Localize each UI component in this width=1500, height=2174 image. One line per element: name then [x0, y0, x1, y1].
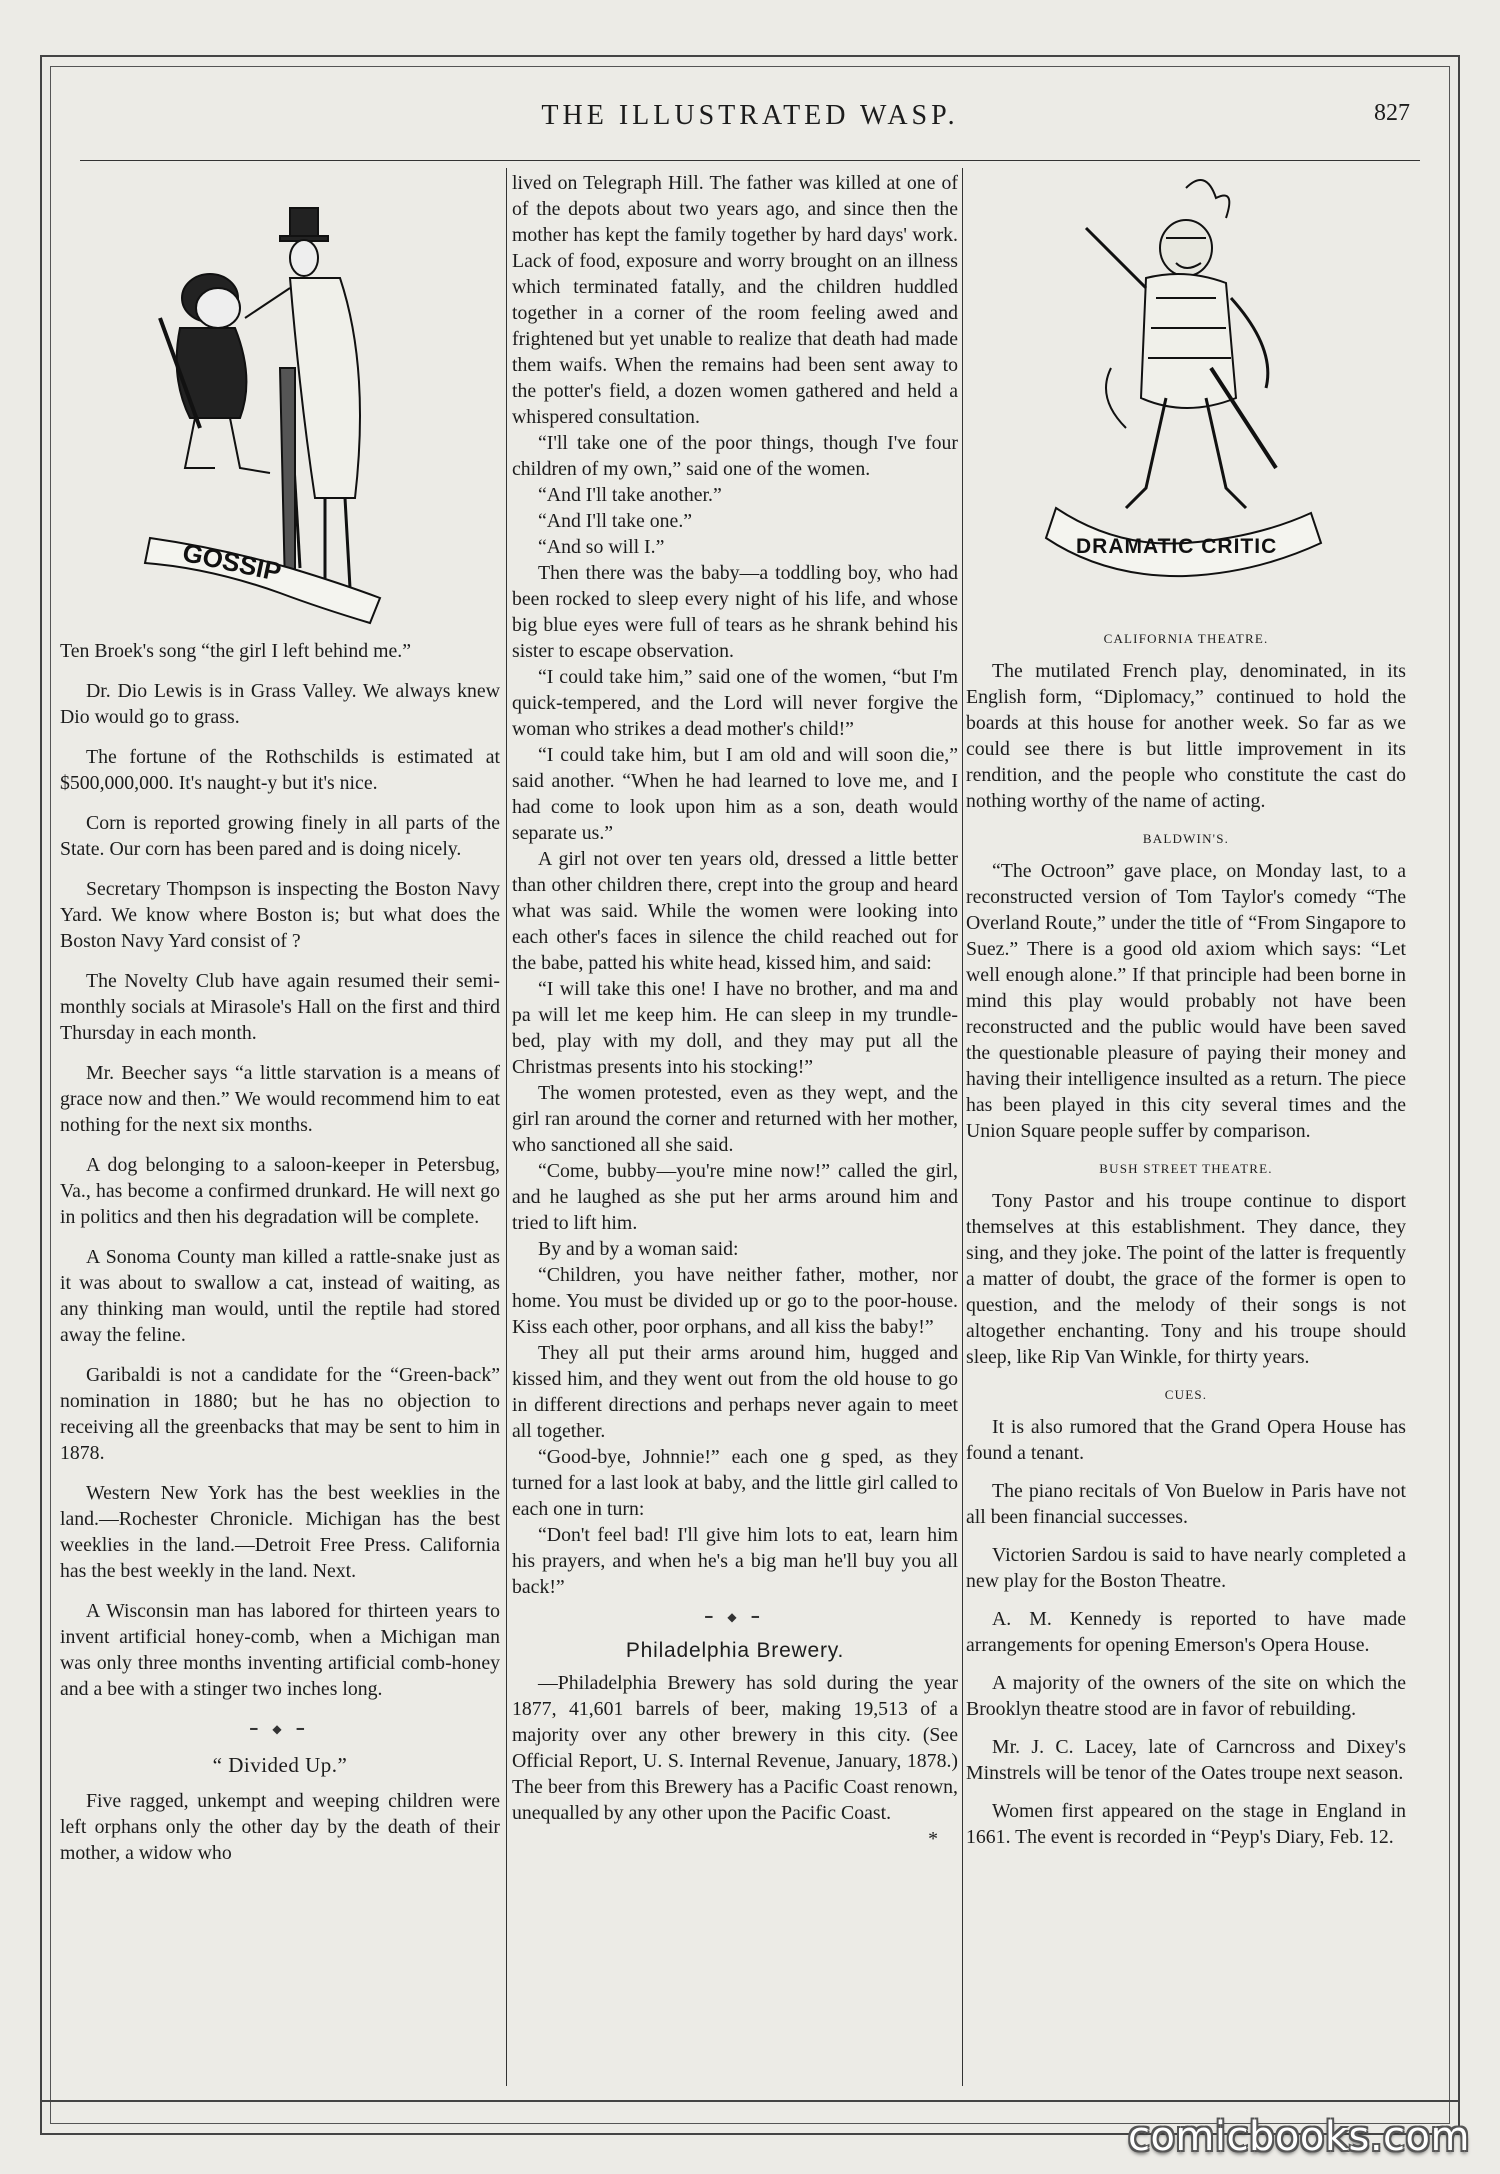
col1-paragraph: Dr. Dio Lewis is in Grass Valley. We always knew Dio would go to grass.: [60, 680, 500, 728]
col2-paragraph: They all put their arms around him, hugged and kissed him, and they went out from the old house to go in different directions and perhaps never again to meet all together.: [512, 1342, 958, 1442]
cue-item: Victorien Sardou is said to have nearly completed a new play for the Boston Theatre.: [966, 1544, 1406, 1592]
col1-paragraph: Garibaldi is not a candidate for the “Green-back” nomination in 1880; but he has no objection to receiving all the greenbacks that may be sent to him in 1878.: [60, 1364, 500, 1464]
column-middle: [512, 170, 958, 1852]
page-number: 827: [1374, 100, 1410, 126]
ornament-divider: ━ ◆ ━: [250, 1722, 310, 1736]
gossip-illustration: [140, 168, 420, 628]
brewery-heading: Philadelphia Brewery.: [625, 1639, 845, 1662]
bush-street-paragraph: Tony Pastor and his troupe continue to disport themselves at this establishment. They dance, they sing, and they joke. The point of the latter is frequently a matter of doubt, the grace of the former is open to question, and the melody of their songs is not altogether enchanting. Tony and his troupe should sleep, like Rip Van Winkle, for thirty years.: [966, 1190, 1406, 1368]
col2-paragraph: “Good-bye, Johnnie!” each one g sped, as they turned for a last look at baby, and the little girl called to each one in turn:: [512, 1446, 958, 1520]
cue-item: Mr. J. C. Lacey, late of Carncross and Dixey's Minstrels will be tenor of the Oates troupe next season.: [966, 1736, 1406, 1784]
page-title: THE ILLUSTRATED WASP.: [541, 100, 959, 131]
dramatic-critic-cartoon: [966, 168, 1406, 618]
column-right: [966, 168, 1406, 1862]
col2-paragraph: The women protested, even as they wept, and the girl ran around the corner and returned with her mother, who sanctioned all she said.: [512, 1082, 958, 1156]
col2-paragraph: “I'll take one of the poor things, though I've four children of my own,” said one of the women.: [512, 432, 958, 480]
brewery-paragraph: —Philadelphia Brewery has sold during the year 1877, 41,601 barrels of beer, making 19,513 of a majority over any other brewery in this city. (See Official Report, U. S. Internal Revenue, January, 1878.) The beer from this Brewery has a Pacific Coast renown, unequalled by any other upon the Pacific Coast.: [512, 1672, 958, 1824]
column-divider-2: [962, 168, 963, 2086]
ornament-divider: ━ ◆ ━: [705, 1610, 765, 1624]
col2-paragraph: lived on Telegraph Hill. The father was killed at one of of the depots about two years ago, and since then the mother has kept the family together by hard days' work. Lack of food, exposure and worry brought on an illness which terminated fatally, and the children huddled together in a corner of the room feeling awed and frightened but yet unable to realize that death had made them waifs. When the remains had been sent away to the potter's field, a dozen women gathered and held a whispered consultation.: [512, 172, 958, 428]
watermark: comicbooks.com: [1127, 2114, 1470, 2160]
col1-paragraph: Mr. Beecher says “a little starvation is a means of grace now and then.” We would recommend him to eat nothing for the next six months.: [60, 1062, 500, 1136]
col2-paragraph: “And I'll take one.”: [538, 510, 693, 532]
col2-paragraph: “I could take him, but I am old and will soon die,” said another. “When he had learned to love me, and I had come to look upon him as a son, death would separate us.”: [512, 744, 958, 844]
gossip-banner-text: GOSSIP: [180, 537, 284, 588]
baldwins-paragraph: “The Octroon” gave place, on Monday last, to a reconstructed version of Tom Taylor's comedy “The Overland Route,” under the title of “From Singapore to Suez.” There is a good old axiom which says: “Let well enough alone.” If that principle had been borne in mind this play would probably not have been reconstructed and the public would have been saved the questionable pleasure of paying their money and having their intelligence insulted as a return. The piece has been played in this city several times and the Union Square people suffer by comparison.: [966, 860, 1406, 1142]
col1-paragraph: A dog belonging to a saloon-keeper in Petersbug, Va., has become a confirmed drunkard. He will next go in politics and then his degradation will be complete.: [60, 1154, 500, 1228]
col1-paragraph: Secretary Thompson is inspecting the Boston Navy Yard. We know where Boston is; but what does the Boston Navy Yard consist of ?: [60, 878, 500, 952]
footer-rule: [40, 2100, 1460, 2102]
col1-paragraph: Corn is reported growing finely in all parts of the State. Our corn has been pared and is doing nicely.: [60, 812, 500, 860]
cue-item: It is also rumored that the Grand Opera House has found a tenant.: [966, 1416, 1406, 1464]
header-rule: [80, 160, 1420, 161]
page-header: [80, 96, 1420, 142]
cue-item: The piano recitals of Von Buelow in Paris have not all been financial successes.: [966, 1480, 1406, 1528]
california-theatre-heading: CALIFORNIA THEATRE.: [1103, 631, 1269, 646]
col2-paragraph: “Come, bubby—you're mine now!” called the girl, and he laughed as she put her arms around him and tried to lift him.: [512, 1160, 958, 1234]
column-left: [60, 168, 500, 1880]
column-divider-1: [506, 168, 507, 2086]
gossip-cartoon: [60, 168, 500, 638]
bush-street-heading: BUSH STREET THEATRE.: [1099, 1161, 1273, 1176]
col2-paragraph: “Children, you have neither father, mother, nor home. You must be divided up or go to the poor-house. Kiss each other, poor orphans, and all kiss the baby!”: [512, 1264, 958, 1338]
star-mark: *: [928, 1828, 938, 1850]
col2-paragraph: “I could take him,” said one of the women, “but I'm quick-tempered, and the Lord will never forgive the woman who strikes a dead mother's child!”: [512, 666, 958, 740]
dramatic-critic-illustration: [1036, 168, 1336, 608]
col1-paragraph: The Novelty Club have again resumed their semi-monthly socials at Mirasole's Hall on the first and third Thursday in each month.: [60, 970, 500, 1044]
cue-item: A. M. Kennedy is reported to have made arrangements for opening Emerson's Opera House.: [966, 1608, 1406, 1656]
critic-banner-text: DRAMATIC CRITIC: [1076, 535, 1278, 558]
col2-paragraph: “And so will I.”: [538, 536, 665, 558]
col1-paragraph: Ten Broek's song “the girl I left behind me.”: [60, 640, 412, 662]
col2-paragraph: “And I'll take another.”: [538, 484, 722, 506]
baldwins-heading: BALDWIN'S.: [1142, 831, 1230, 846]
cues-heading: CUES.: [1164, 1387, 1208, 1402]
col2-paragraph: “Don't feel bad! I'll give him lots to eat, learn him his prayers, and when he's a big man he'll buy you all back!”: [512, 1524, 958, 1598]
col2-paragraph: Then there was the baby—a toddling boy, who had been rocked to sleep every night of his life, and whose big blue eyes were full of tears as he shrank behind his sister to escape observation.: [512, 562, 958, 662]
california-theatre-paragraph: The mutilated French play, denominated, in its English form, “Diplomacy,” continued to hold the boards at this house for another week. So far as we could see there is but little improvement in its rendition, and the people who constitute the cast do nothing worthy of the name of acting.: [966, 660, 1406, 812]
col2-paragraph: A girl not over ten years old, dressed a little better than other children there, crept into the group and heard what was said. While the women were looking into each other's faces in silence the child reached out for the babe, patted his white head, kissed him, and said:: [512, 848, 958, 974]
col1-paragraph: The fortune of the Rothschilds is estimated at $500,000,000. It's naught-y but it's nice.: [60, 746, 500, 794]
cue-item: A majority of the owners of the site on which the Brooklyn theatre stood are in favor of rebuilding.: [966, 1672, 1406, 1720]
col1-paragraph: A Sonoma County man killed a rattle-snake just as it was about to swallow a cat, instead of waiting, as any thinking man would, until the reptile had stored away the feline.: [60, 1246, 500, 1346]
cue-item: Women first appeared on the stage in England in 1661. The event is recorded in “Peyp's Diary, Feb. 12.: [966, 1800, 1406, 1848]
col1-paragraph: Five ragged, unkempt and weeping children were left orphans only the other day by the death of their mother, a widow who: [60, 1790, 500, 1864]
divided-up-heading: “ Divided Up.”: [212, 1753, 348, 1777]
col2-paragraph: “I will take this one! I have no brother, and ma and pa will let me keep him. He can sleep in my trundle-bed, play with my doll, and they may put all the Christmas presents into his stocking!”: [512, 978, 958, 1078]
col1-paragraph: A Wisconsin man has labored for thirteen years to invent artificial honey-comb, when a Michigan man was only three months inventing artificial comb-honey and a bee with a stinger two inches long.: [60, 1600, 500, 1700]
col1-paragraph: Western New York has the best weeklies in the land.—Rochester Chronicle. Michigan has the best weeklies in the land.—Detroit Free Press. California has the best weekly in the land. Next.: [60, 1482, 500, 1582]
col2-paragraph: By and by a woman said:: [538, 1238, 739, 1260]
